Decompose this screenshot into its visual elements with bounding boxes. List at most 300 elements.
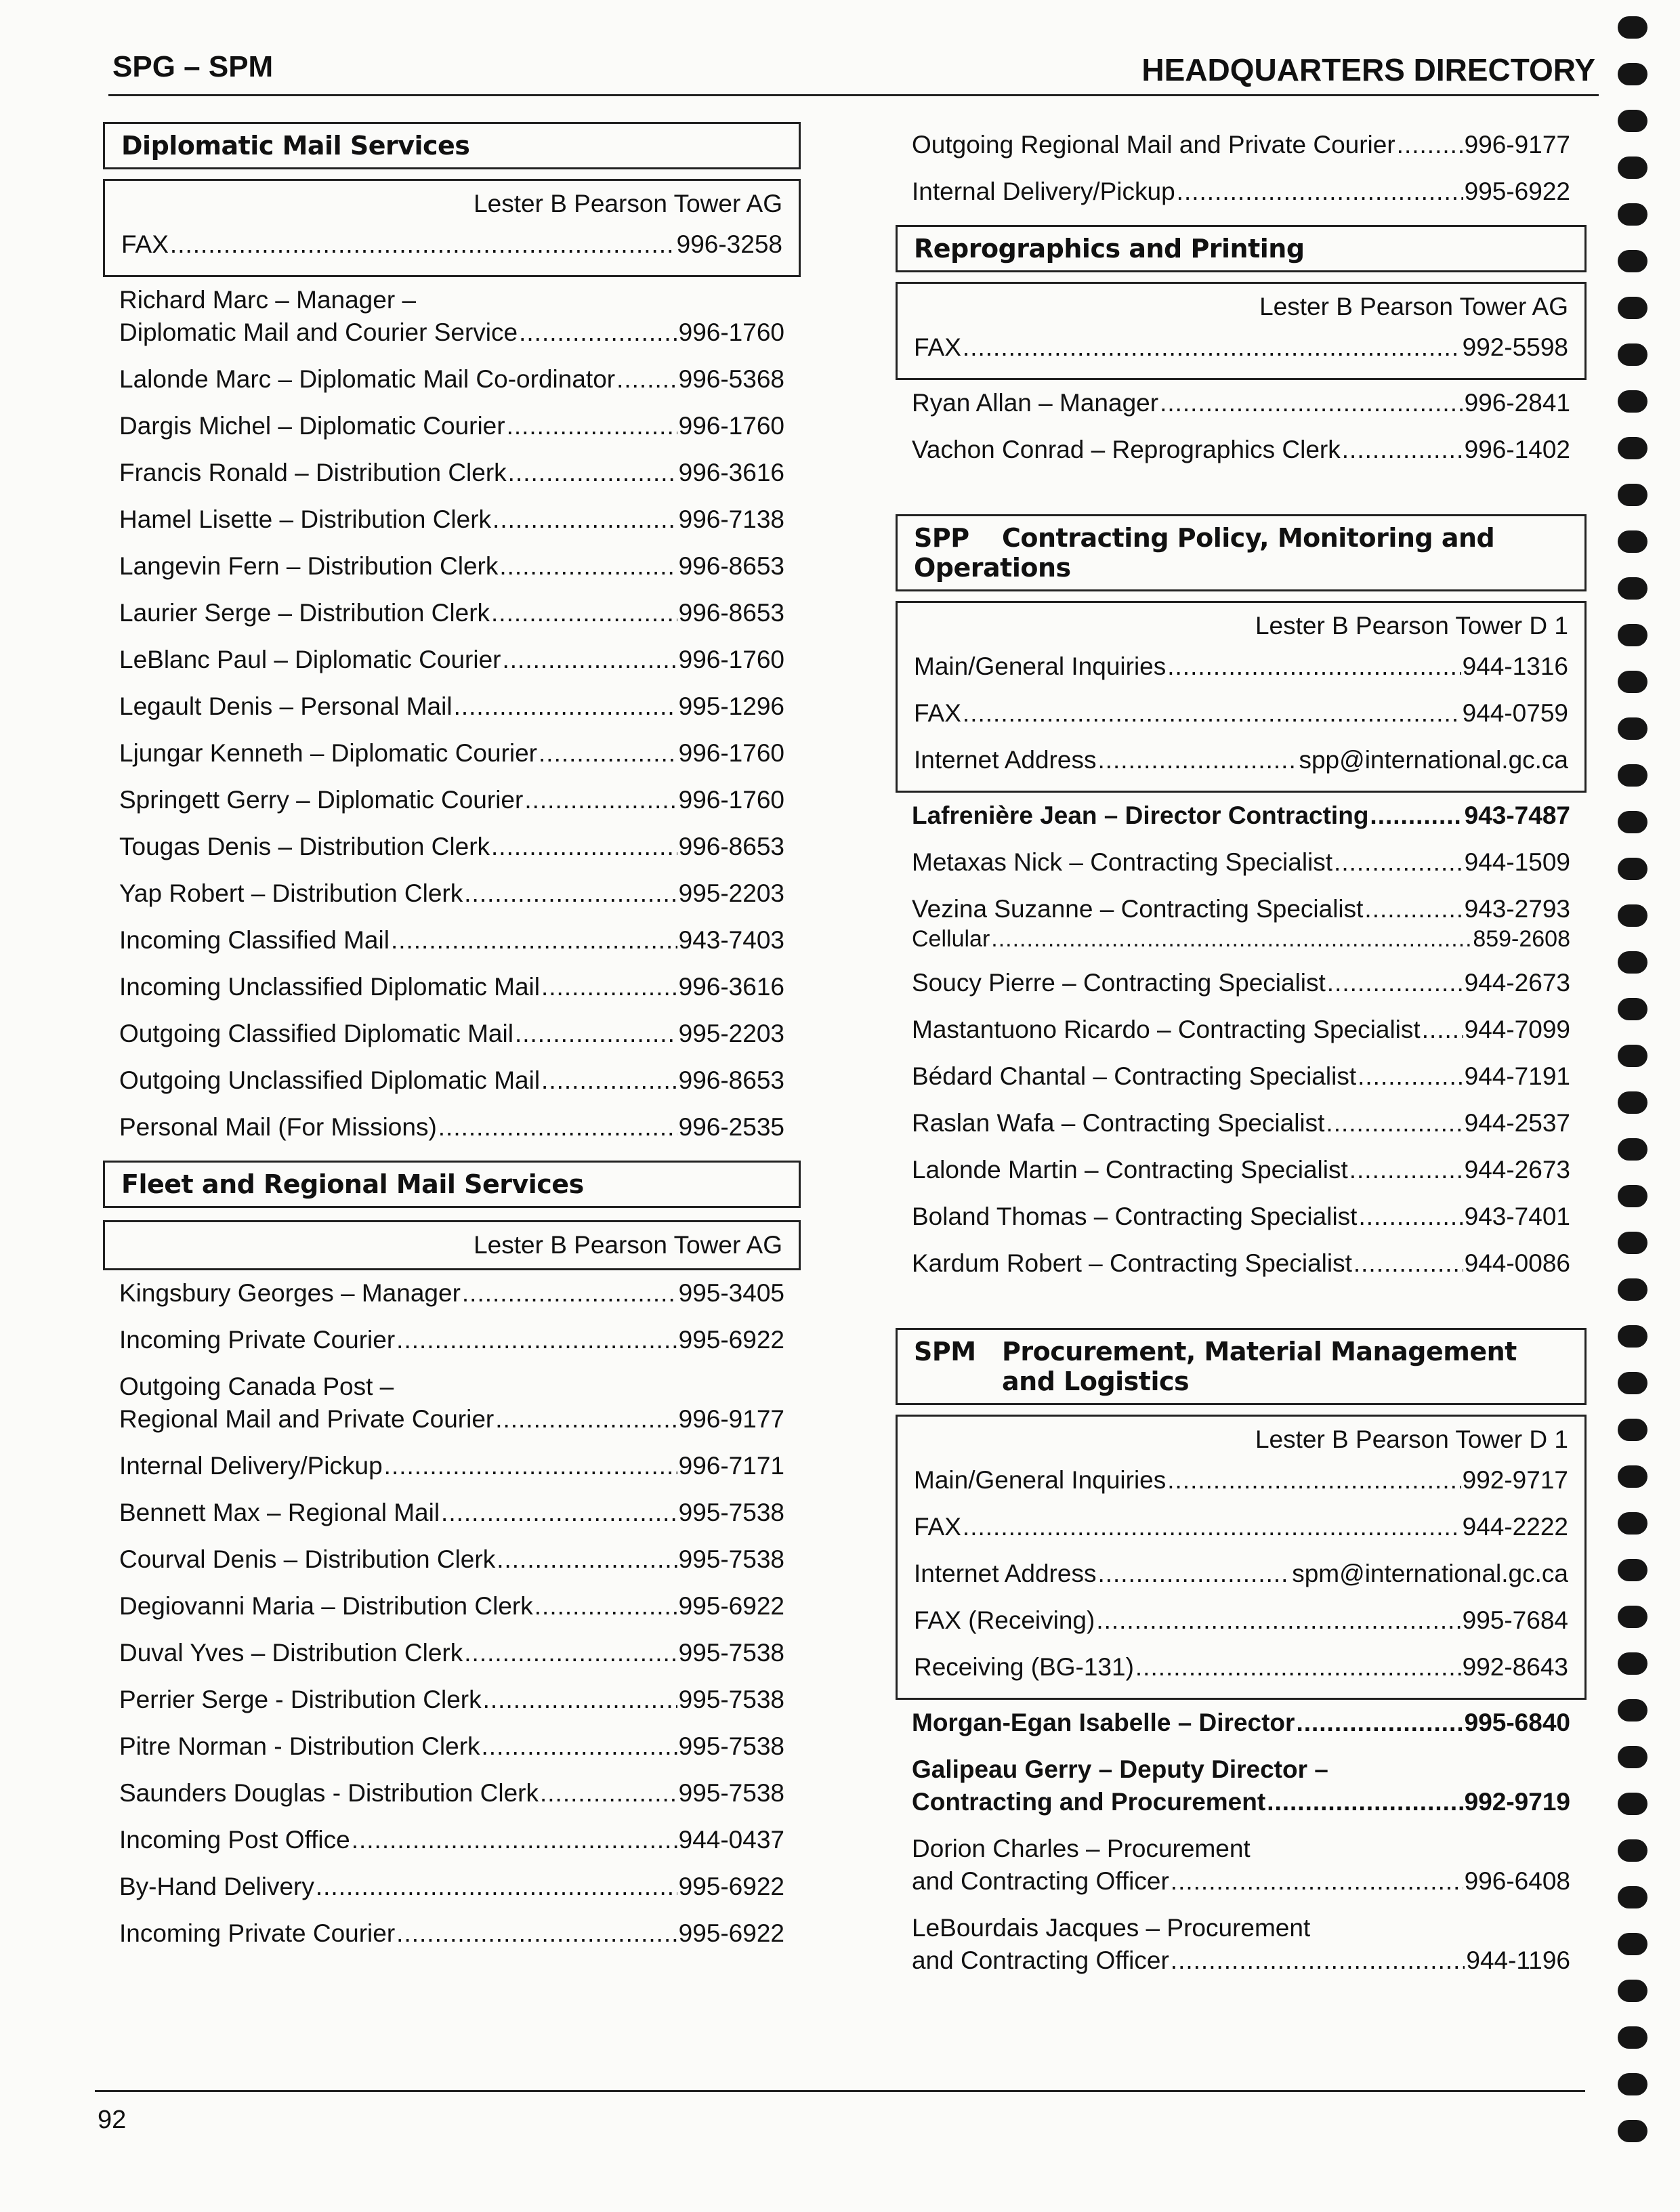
dot-leader (1364, 893, 1463, 925)
section-title-text: Diplomatic Mail Services (121, 131, 470, 161)
dot-leader (1397, 129, 1463, 161)
dot-leader (1358, 1201, 1463, 1233)
entry-phone: 992-9719 (1464, 1788, 1570, 1816)
dot-leader (534, 1590, 677, 1623)
entry-name: Cellular (912, 926, 990, 952)
entry-phone: 995-6922 (678, 1592, 784, 1620)
dot-leader (540, 1777, 677, 1810)
entry-name: By-Hand Delivery (119, 1873, 314, 1900)
dot-leader (507, 410, 677, 442)
section-title-text: Contracting Policy, Monitoring and Operations (914, 523, 1495, 583)
entry-name: Soucy Pierre – Contracting Specialist (912, 969, 1326, 997)
directory-entry (103, 1817, 801, 1864)
binding-hole (1618, 63, 1647, 85)
directory-entry-deputy (896, 1747, 1587, 1826)
dot-leader (1296, 1707, 1463, 1739)
dot-leader (963, 1511, 1461, 1543)
dot-leader (616, 363, 677, 396)
entry-name: Francis Ronald – Distribution Clerk (119, 459, 507, 486)
binding-hole (1618, 951, 1647, 974)
entry-name: Incoming Private Courier (119, 1919, 396, 1947)
entry-name: Vezina Suzanne – Contracting Specialist (912, 895, 1364, 923)
entry-name-line2: Contracting and Procurement (912, 1788, 1266, 1816)
dot-leader (1334, 846, 1463, 879)
entry-name: Lafrenière Jean – Director Contracting (912, 801, 1369, 829)
page-header-left: SPG – SPM (112, 50, 274, 83)
binding-hole (1618, 577, 1647, 600)
dot-leader (497, 1543, 677, 1576)
fax-entry (914, 325, 1568, 371)
dot-leader (519, 316, 677, 349)
binding-hole (1618, 437, 1647, 459)
location-label: Lester B Pearson Tower D 1 (1255, 1425, 1568, 1453)
entry-phone: 996-1760 (678, 786, 784, 814)
directory-entry (103, 1011, 801, 1058)
entry-name: FAX (914, 333, 961, 361)
directory-entry (103, 356, 801, 403)
entry-line1 (912, 893, 1570, 925)
dot-leader (991, 925, 1471, 953)
dot-leader (1097, 1558, 1290, 1590)
spm-officers (896, 1826, 1587, 1984)
binding-hole (1618, 1512, 1647, 1535)
entry-name: Internal Delivery/Pickup (119, 1452, 383, 1480)
entry-name-line1: Dorion Charles – Procurement (912, 1835, 1251, 1862)
dot-leader (491, 831, 677, 863)
directory-entry (103, 917, 801, 964)
entry-name-line1: Richard Marc – Manager – (119, 286, 417, 314)
dot-leader (391, 924, 677, 957)
entry-phone: 996-8653 (678, 599, 784, 627)
entry-name: Laurier Serge – Distribution Clerk (119, 599, 490, 627)
directory-entry (103, 1864, 801, 1911)
dot-leader (1327, 967, 1463, 999)
entry-name-line2: and Contracting Officer (912, 1867, 1169, 1895)
directory-entry (103, 450, 801, 497)
directory-entry (103, 403, 801, 450)
binding-hole (1618, 1559, 1647, 1581)
binding-hole (1618, 1372, 1647, 1394)
entry-name-line1: Galipeau Gerry – Deputy Director – (912, 1755, 1328, 1783)
dot-leader (1177, 175, 1463, 208)
binding-hole (1618, 1091, 1647, 1114)
left-column (103, 122, 801, 1957)
entry-name: Kingsbury Georges – Manager (119, 1279, 461, 1307)
entry-phone: 995-7538 (678, 1545, 784, 1573)
entry-phone: 996-5368 (678, 365, 784, 393)
entry-phone: 996-1760 (678, 739, 784, 767)
binding-hole (1618, 904, 1647, 927)
entry-phone: 996-8653 (678, 1066, 784, 1094)
entry-name: Langevin Fern – Distribution Clerk (119, 552, 499, 580)
dot-leader (316, 1871, 677, 1903)
entry-name: Outgoing Classified Diplomatic Mail (119, 1020, 513, 1047)
entry-phone: 996-9177 (678, 1405, 784, 1433)
dot-leader (1326, 1107, 1463, 1140)
entry-phone: 943-7487 (1464, 801, 1570, 829)
entry-phone: 996-1760 (678, 646, 784, 673)
binding-hole (1618, 1793, 1647, 1815)
entry-phone: 996-6408 (1464, 1867, 1570, 1895)
section-title-text: Procurement, Material Management (1002, 1337, 1517, 1366)
entry-name-line1: LeBourdais Jacques – Procurement (912, 1914, 1311, 1942)
entry-phone: 996-3616 (678, 459, 784, 486)
dot-leader (170, 228, 675, 261)
binding-hole (1618, 530, 1647, 553)
entry-name: Personal Mail (For Missions) (119, 1113, 437, 1141)
entry-phone: 996-8653 (678, 552, 784, 580)
dot-leader (441, 1497, 677, 1529)
dot-leader (1171, 1865, 1463, 1898)
binding-hole (1618, 1325, 1647, 1348)
entry-name: Perrier Serge - Distribution Clerk (119, 1686, 482, 1713)
entry-phone: 996-8653 (678, 833, 784, 860)
directory-entry (103, 497, 801, 543)
entry-name: Receiving (BG-131) (914, 1653, 1134, 1681)
directory-entry (896, 169, 1587, 215)
entry-phone: 943-2793 (1464, 895, 1570, 923)
dot-leader (495, 1403, 677, 1436)
top-entries (896, 122, 1587, 215)
spp-entries-a (896, 839, 1587, 886)
dot-leader (1353, 1247, 1463, 1280)
dot-leader (524, 784, 677, 816)
entry-phone: 995-6922 (678, 1873, 784, 1900)
entry-name: Bédard Chantal – Contracting Specialist (912, 1062, 1357, 1090)
directory-entry (896, 1100, 1587, 1147)
entry-phone: 996-2841 (1464, 389, 1570, 417)
dot-leader (503, 644, 677, 676)
dot-leader (541, 1064, 677, 1097)
directory-entry (896, 1826, 1587, 1905)
entry-name: Lalonde Martin – Contracting Specialist (912, 1156, 1348, 1184)
dot-leader (1096, 1604, 1461, 1637)
fleet-entries-a (103, 1270, 801, 1364)
entry-phone: 995-7538 (678, 1779, 784, 1807)
entry-name: Raslan Wafa – Contracting Specialist (912, 1109, 1325, 1137)
directory-entry (103, 1630, 801, 1677)
dot-leader (515, 1018, 677, 1050)
entry-phone: 859-2608 (1473, 926, 1570, 952)
dot-leader (1097, 744, 1297, 776)
binding-hole (1618, 858, 1647, 880)
entry-phone: 995-2203 (678, 879, 784, 907)
binding-hole (1618, 811, 1647, 833)
fax-entry (121, 222, 782, 268)
footer-rule (95, 2090, 1585, 2092)
binding-hole (1618, 1278, 1647, 1301)
entry-name: Legault Denis – Personal Mail (119, 692, 453, 720)
entry-phone: 995-3405 (678, 1279, 784, 1307)
section-title-repro (896, 225, 1587, 272)
entry-name: Metaxas Nick – Contracting Specialist (912, 848, 1333, 876)
dot-leader (508, 457, 677, 489)
directory-entry (914, 1598, 1568, 1644)
entry-name: Incoming Private Courier (119, 1326, 396, 1354)
directory-entry (914, 690, 1568, 737)
entry-phone: 995-6922 (1464, 178, 1570, 205)
binding-hole (1618, 390, 1647, 413)
entry-phone: 992-9717 (1462, 1466, 1568, 1494)
directory-entry (896, 427, 1587, 474)
entry-name-line2: Regional Mail and Private Courier (119, 1405, 495, 1433)
dot-leader (1160, 387, 1463, 419)
repro-entries (896, 380, 1587, 474)
directory-entry (914, 1551, 1568, 1598)
entry-name: Duval Yves – Distribution Clerk (119, 1639, 463, 1667)
entry-line2 (119, 1403, 784, 1436)
fleet-entries-b (103, 1443, 801, 1957)
dot-leader (492, 503, 677, 536)
directory-entry (103, 1443, 801, 1490)
binding-hole (1618, 671, 1647, 693)
binding-hole (1618, 16, 1647, 39)
binding-hole (1618, 2120, 1647, 2142)
binding-hole (1618, 1886, 1647, 1908)
dot-leader (464, 877, 677, 910)
dot-leader (462, 1277, 677, 1310)
entry-name: Yap Robert – Distribution Clerk (119, 879, 463, 907)
directory-entry (103, 684, 801, 730)
section-title-text-line2: and Logistics (1002, 1366, 1190, 1396)
entry-name: Outgoing Unclassified Diplomatic Mail (119, 1066, 541, 1094)
binding-hole (1618, 2073, 1647, 2095)
entry-phone: 996-1760 (678, 318, 784, 346)
directory-entry (896, 1240, 1587, 1287)
section-code: SPP (914, 523, 969, 553)
entry-phone: 996-2535 (678, 1113, 784, 1141)
entry-cellular (912, 925, 1570, 953)
entry-phone: 944-0086 (1464, 1249, 1570, 1277)
binding-hole (1618, 203, 1647, 226)
entry-name: FAX (121, 230, 169, 258)
section-code: SPM (914, 1337, 976, 1366)
dot-leader (483, 1684, 677, 1716)
entry-name: Internet Address (914, 1560, 1097, 1587)
entry-phone: 995-6922 (678, 1326, 784, 1354)
binding-hole (1618, 1606, 1647, 1628)
directory-entry (896, 122, 1587, 169)
directory-entry (914, 1504, 1568, 1551)
entry-phone: 944-2673 (1464, 969, 1570, 997)
directory-entry (103, 777, 801, 824)
directory-entry (896, 1194, 1587, 1240)
location-box-spm (896, 1415, 1587, 1700)
directory-entry (896, 1053, 1587, 1100)
directory-entry (103, 1537, 801, 1583)
binding-hole (1618, 624, 1647, 646)
entry-phone: 995-7538 (678, 1499, 784, 1526)
dot-leader (396, 1324, 677, 1356)
dot-leader (454, 690, 677, 723)
dot-leader (1358, 1060, 1463, 1093)
entry-phone: 944-1509 (1464, 848, 1570, 876)
entry-name: Incoming Unclassified Diplomatic Mail (119, 973, 540, 1001)
entry-name: Springett Gerry – Diplomatic Courier (119, 786, 524, 814)
binding-hole (1618, 250, 1647, 272)
entry-name: Internet Address (914, 746, 1097, 774)
entry-phone: 944-7099 (1464, 1016, 1570, 1043)
binding-hole (1618, 998, 1647, 1020)
entry-phone: 944-7191 (1464, 1062, 1570, 1090)
section-title-text: Fleet and Regional Mail Services (121, 1169, 584, 1199)
section-title-spp (896, 514, 1587, 591)
binding-hole (1618, 110, 1647, 132)
spm-box-entries (914, 1457, 1568, 1691)
directory-entry (896, 1905, 1587, 1984)
entry-name: Boland Thomas – Contracting Specialist (912, 1203, 1358, 1230)
entry-name: Courval Denis – Distribution Clerk (119, 1545, 496, 1573)
directory-entry (103, 1490, 801, 1537)
entry-phone: 995-6922 (678, 1919, 784, 1947)
entry-name: Mastantuono Ricardo – Contracting Specialist (912, 1016, 1421, 1043)
entry-name-line2: Diplomatic Mail and Courier Service (119, 318, 518, 346)
entry-name: Morgan-Egan Isabelle – Director (912, 1709, 1295, 1736)
directory-entry (103, 824, 801, 871)
dot-leader (482, 1730, 677, 1763)
section-title-fleet (103, 1161, 801, 1208)
entry-name: Kardum Robert – Contracting Specialist (912, 1249, 1352, 1277)
entry-name: Main/General Inquiries (914, 652, 1167, 680)
entry-phone: 995-7538 (678, 1732, 784, 1760)
dot-leader (1167, 650, 1461, 683)
directory-entry (896, 1007, 1587, 1053)
binding-hole (1618, 1933, 1647, 1955)
entry-name: LeBlanc Paul – Diplomatic Courier (119, 646, 501, 673)
entry-phone: 995-7538 (678, 1639, 784, 1667)
binding-hole (1618, 2026, 1647, 2049)
dot-leader (1167, 1464, 1461, 1497)
spp-entries-b (896, 960, 1587, 1287)
binding-hole (1618, 1419, 1647, 1441)
entry-name: Ljungar Kenneth – Diplomatic Courier (119, 739, 538, 767)
entry-phone: 995-2203 (678, 1020, 784, 1047)
dot-leader (438, 1111, 677, 1144)
entry-name: Incoming Post Office (119, 1826, 350, 1854)
location-label: Lester B Pearson Tower D 1 (1255, 612, 1568, 640)
spp-box-entries (914, 644, 1568, 784)
binding-hole (1618, 156, 1647, 179)
entry-name: Outgoing Regional Mail and Private Courier (912, 131, 1395, 159)
entry-name: Internal Delivery/Pickup (912, 178, 1175, 205)
directory-entry (103, 871, 801, 917)
entry-phone: 996-7138 (678, 505, 784, 533)
entry-name: Bennett Max – Regional Mail (119, 1499, 440, 1526)
directory-entry (103, 1770, 801, 1817)
directory-entry-director (896, 793, 1587, 839)
dot-leader (1370, 799, 1463, 832)
entry-phone: 996-3258 (676, 230, 782, 258)
section-title-diplomatic (103, 122, 801, 169)
entry-name: Vachon Conrad – Reprographics Clerk (912, 436, 1341, 463)
dot-leader (499, 550, 677, 583)
entry-phone: 943-7403 (678, 926, 784, 954)
entry-phone: 996-1760 (678, 412, 784, 440)
binding-hole (1618, 1980, 1647, 2002)
entry-name: Hamel Lisette – Distribution Clerk (119, 505, 492, 533)
entry-phone: 944-2222 (1462, 1513, 1568, 1541)
dot-leader (464, 1637, 677, 1669)
entry-line2 (119, 316, 784, 349)
entry-name: Tougas Denis – Distribution Clerk (119, 833, 490, 860)
entry-phone: 944-1316 (1462, 652, 1568, 680)
directory-entry (103, 1317, 801, 1364)
entry-name: FAX (914, 699, 961, 727)
directory-entry (103, 1677, 801, 1724)
section-title-text: Reprographics and Printing (914, 234, 1305, 264)
binding-hole (1618, 717, 1647, 740)
entry-line2 (912, 1786, 1570, 1818)
binding-hole (1618, 1746, 1647, 1768)
entry-phone: 996-3616 (678, 973, 784, 1001)
location-box-spp (896, 601, 1587, 793)
binding-hole (1618, 1652, 1647, 1675)
directory-entry (103, 1724, 801, 1770)
directory-entry (896, 1147, 1587, 1194)
dot-leader (1422, 1014, 1463, 1046)
entry-phone: 992-8643 (1462, 1653, 1568, 1681)
entry-phone: 944-1196 (1466, 1946, 1570, 1974)
entry-name: Main/General Inquiries (914, 1466, 1167, 1494)
entry-name: Saunders Douglas - Distribution Clerk (119, 1779, 539, 1807)
entry-name-line2: and Contracting Officer (912, 1946, 1169, 1974)
entry-phone: spp@international.gc.ca (1299, 746, 1568, 774)
entry-phone: 992-5598 (1462, 333, 1568, 361)
location-box-repro (896, 282, 1587, 380)
diplomatic-entries (103, 356, 801, 1151)
entry-phone: 995-1296 (678, 692, 784, 720)
binding-hole (1618, 1699, 1647, 1721)
dot-leader (396, 1917, 677, 1950)
binding-hole (1618, 764, 1647, 787)
entry-name-line1: Outgoing Canada Post – (119, 1373, 394, 1400)
directory-entry (103, 1270, 801, 1317)
dot-leader (963, 697, 1461, 730)
section-title-spm (896, 1328, 1587, 1405)
location-label: Lester B Pearson Tower AG (474, 1231, 782, 1259)
directory-entry (103, 730, 801, 777)
entry-phone: 995-7684 (1462, 1606, 1568, 1634)
dot-leader (541, 971, 677, 1003)
binding-hole (1618, 484, 1647, 506)
dot-leader (491, 597, 677, 629)
right-column (896, 122, 1587, 1984)
entry-name: Pitre Norman - Distribution Clerk (119, 1732, 480, 1760)
entry-phone: 943-7401 (1464, 1203, 1570, 1230)
binding-hole (1618, 1839, 1647, 1862)
directory-entry (103, 1104, 801, 1151)
entry-phone: 995-6840 (1464, 1709, 1570, 1736)
dot-leader (1267, 1786, 1463, 1818)
directory-entry (103, 964, 801, 1011)
page-header-right: HEADQUARTERS DIRECTORY (1141, 52, 1595, 87)
dot-leader (963, 331, 1461, 364)
directory-entry-outgoing (103, 1364, 801, 1443)
entry-phone: 996-9177 (1464, 131, 1570, 159)
entry-name: Incoming Classified Mail (119, 926, 390, 954)
directory-entry (914, 1644, 1568, 1691)
binding-holes (1618, 16, 1658, 2167)
location-label: Lester B Pearson Tower AG (474, 190, 782, 217)
header-rule (108, 94, 1599, 96)
directory-entry (896, 839, 1587, 886)
entry-phone: spm@international.gc.ca (1292, 1560, 1568, 1587)
dot-leader (1135, 1651, 1461, 1684)
entry-name: Dargis Michel – Diplomatic Courier (119, 412, 505, 440)
entry-name: FAX (914, 1513, 961, 1541)
dot-leader (539, 737, 677, 770)
entry-phone: 944-0759 (1462, 699, 1568, 727)
